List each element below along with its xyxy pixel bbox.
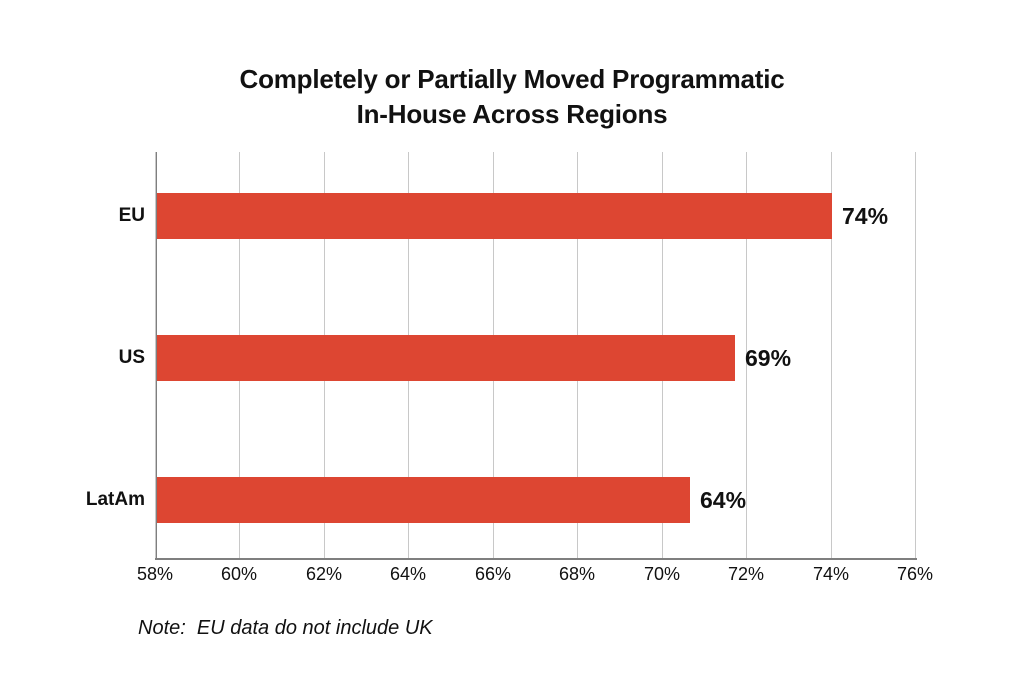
category-label-us: US xyxy=(118,347,145,368)
x-tick-label-6: 70% xyxy=(643,564,681,584)
x-tick-label-7: 72% xyxy=(727,564,765,584)
bar-latam xyxy=(157,477,690,523)
gridline-76 xyxy=(915,152,916,558)
bar-value-eu: 74% xyxy=(842,203,889,229)
bar-eu xyxy=(157,193,832,239)
x-tick-label-0: 58% xyxy=(136,564,174,584)
x-tick-label-4: 66% xyxy=(474,564,512,584)
gridline-58 xyxy=(155,152,156,558)
x-tick-label-1: 60% xyxy=(220,564,258,584)
category-label-eu: EU xyxy=(118,205,145,226)
x-tick-label-8: 74% xyxy=(812,564,850,584)
x-tick-label-3: 64% xyxy=(389,564,427,584)
category-label-us-wrap xyxy=(45,335,145,381)
x-tick-label-5: 68% xyxy=(558,564,596,584)
bar-value-latam: 64% xyxy=(700,487,747,513)
x-axis-line xyxy=(155,558,917,560)
category-label-latam: LatAm xyxy=(85,489,145,510)
chart-title-line-1: Completely or Partially Moved Programmatic xyxy=(239,64,785,94)
plot-area xyxy=(85,152,915,558)
chart-title xyxy=(0,62,1024,132)
category-label-latam-wrap xyxy=(45,477,145,523)
bar-us xyxy=(157,335,735,381)
x-tick-label-9: 76% xyxy=(896,564,934,584)
category-label-eu-wrap xyxy=(45,193,145,239)
bar-value-us: 69% xyxy=(745,345,792,371)
x-tick-label-2: 62% xyxy=(305,564,343,584)
chart-title-line-2: In-House Across Regions xyxy=(356,99,668,129)
chart-note: Note: EU data do not include UK xyxy=(138,617,433,639)
